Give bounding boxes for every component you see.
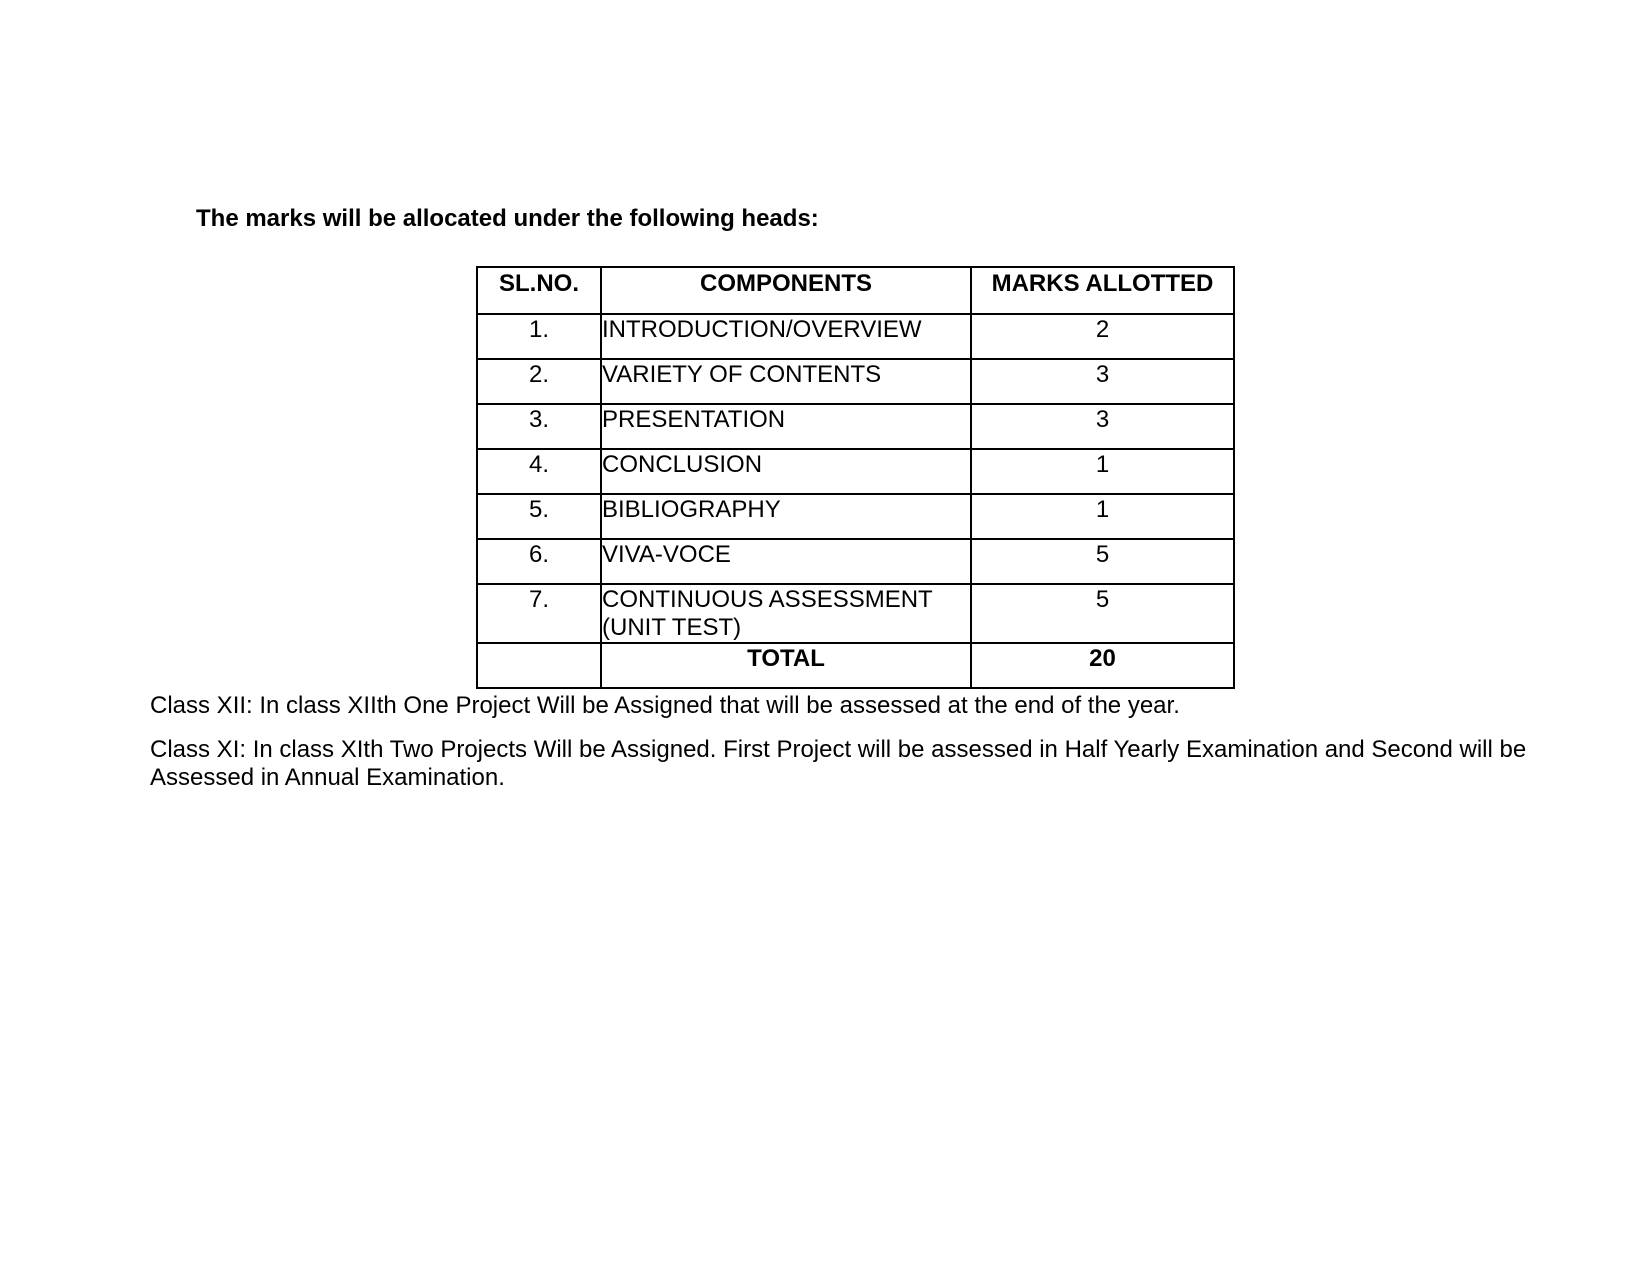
row-component: CONCLUSION [601, 449, 971, 494]
table-total-row [477, 643, 1234, 688]
row-marks: 2 [971, 314, 1234, 359]
row-component: INTRODUCTION/OVERVIEW [601, 314, 971, 359]
row-marks: 5 [971, 584, 1234, 643]
row-sl-no: 1. [477, 314, 601, 359]
row-sl-no: 5. [477, 494, 601, 539]
row-marks: 5 [971, 539, 1234, 584]
row-marks: 1 [971, 494, 1234, 539]
page-heading: The marks will be allocated under the following heads: [196, 205, 819, 232]
header-marks-allotted: MARKS ALLOTTED [971, 267, 1234, 314]
row-component: CONTINUOUS ASSESSMENT (UNIT TEST) [601, 584, 971, 643]
marks-allocation-table [476, 266, 1235, 689]
row-marks: 1 [971, 449, 1234, 494]
table-row [477, 404, 1234, 449]
row-sl-no: 4. [477, 449, 601, 494]
row-sl-no: 2. [477, 359, 601, 404]
class-xii-note: Class XII: In class XIIth One Project Will be Assigned that will be assessed at the end of the year. [150, 692, 1180, 719]
table-header-row [477, 267, 1234, 314]
row-marks: 3 [971, 359, 1234, 404]
header-components: COMPONENTS [601, 267, 971, 314]
table-row [477, 584, 1234, 643]
class-xi-note: Class XI: In class XIth Two Projects Will be Assigned. First Project will be assessed in Half Yearly Examination and Second will be Assessed in Annual Examination. [150, 736, 1527, 791]
total-value: 20 [971, 643, 1234, 688]
table-row [477, 539, 1234, 584]
row-sl-no: 3. [477, 404, 601, 449]
table-row [477, 359, 1234, 404]
table-row [477, 494, 1234, 539]
row-component: VIVA-VOCE [601, 539, 971, 584]
row-marks: 3 [971, 404, 1234, 449]
total-empty-cell [477, 643, 601, 688]
table-row [477, 449, 1234, 494]
total-label: TOTAL [601, 643, 971, 688]
row-sl-no: 6. [477, 539, 601, 584]
header-sl-no: SL.NO. [477, 267, 601, 314]
row-sl-no: 7. [477, 584, 601, 643]
row-component: BIBLIOGRAPHY [601, 494, 971, 539]
row-component: PRESENTATION [601, 404, 971, 449]
row-component: VARIETY OF CONTENTS [601, 359, 971, 404]
table-row [477, 314, 1234, 359]
